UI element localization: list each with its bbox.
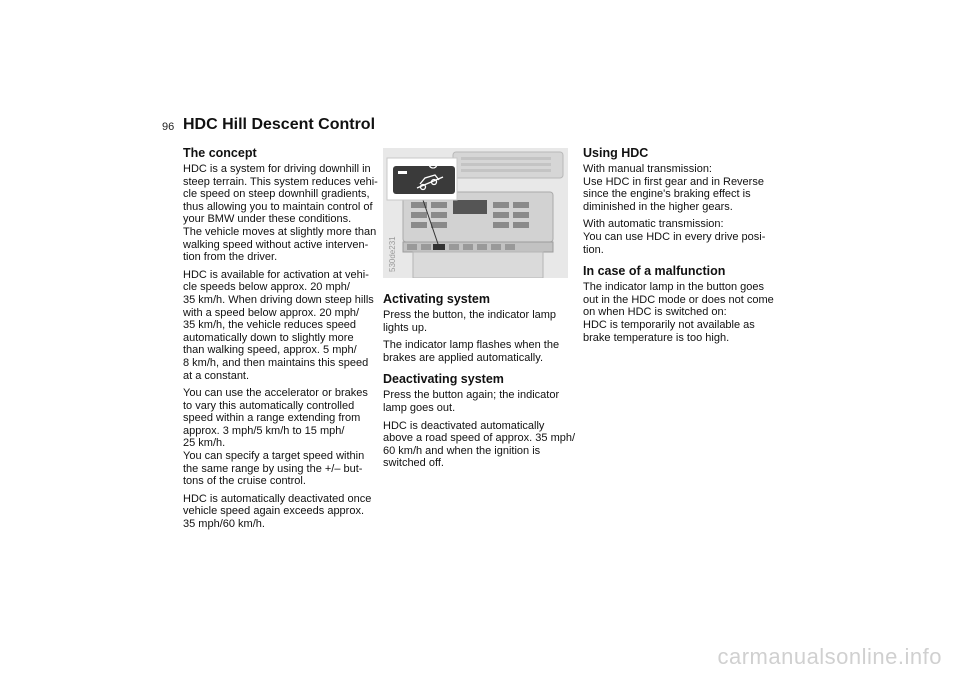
figure-code: 530de231 — [388, 236, 397, 272]
text-line: You can use HDC in every drive posi- — [583, 230, 766, 243]
text-line: tion from the driver. — [183, 251, 278, 264]
activating-heading: Activating system — [383, 292, 490, 306]
using-hdc-paragraph-1 — [583, 163, 778, 213]
text-line: tion. — [583, 243, 604, 256]
text-line: with a speed below approx. 20 mph/ — [183, 306, 360, 319]
text-line: speed within a range extending from — [183, 412, 361, 425]
text-line: lamp goes out. — [383, 401, 456, 414]
text-line: 35 km/h, the vehicle reduces speed — [183, 319, 357, 332]
text-line: cle speeds below approx. 20 mph/ — [183, 281, 350, 294]
text-line: With automatic transmission: — [583, 218, 724, 231]
text-line: out in the HDC mode or does not come — [583, 293, 774, 306]
hdc-button-illustration — [383, 148, 568, 278]
text-line: brake temperature is too high. — [583, 331, 730, 344]
text-line: at a constant. — [183, 369, 250, 382]
text-line: lights up. — [383, 321, 428, 334]
text-line: vehicle speed again exceeds approx. — [183, 505, 365, 518]
text-line: 35 mph/60 km/h. — [183, 518, 265, 531]
concept-column — [183, 146, 378, 536]
text-line: approx. 3 mph/5 km/h to 15 mph/ — [183, 424, 345, 437]
text-line: above a road speed of approx. 35 mph/ — [383, 432, 576, 445]
text-line: thus allowing you to maintain control of — [183, 200, 373, 213]
text-line: walking speed without active interven- — [183, 238, 369, 251]
text-line: With manual transmission: — [583, 163, 712, 175]
text-line: since the engine's braking effect is — [583, 188, 751, 201]
activating-paragraph-2 — [383, 339, 578, 364]
text-line: cle speed on steep downhill gradients, — [183, 188, 370, 201]
deactivating-paragraph-1 — [383, 389, 578, 414]
concept-paragraph-1 — [183, 163, 378, 264]
concept-paragraph-3 — [183, 387, 378, 488]
text-line: The indicator lamp in the button goes — [583, 281, 765, 294]
dashboard-console-drawing — [383, 148, 568, 278]
concept-heading: The concept — [183, 146, 257, 160]
text-line: 8 km/h, and then maintains this speed — [183, 356, 369, 369]
page-title: HDC Hill Descent Control — [183, 116, 376, 133]
text-line: your BMW under these conditions. — [183, 213, 352, 226]
text-line: brakes are applied automatically. — [383, 351, 543, 364]
watermark: carmanualsonline.info — [717, 644, 942, 669]
text-line: the same range by using the +/– but- — [183, 462, 363, 475]
text-line: on when HDC is switched on: — [583, 306, 727, 319]
text-line: Press the button, the indicator lamp — [383, 309, 557, 321]
text-line: The vehicle moves at slightly more than — [183, 225, 377, 238]
malfunction-paragraph — [583, 281, 778, 344]
text-line: HDC is deactivated automatically — [383, 419, 545, 432]
using-hdc-paragraph-2 — [583, 218, 778, 256]
text-line: You can specify a target speed within — [183, 450, 365, 463]
text-line: HDC is a system for driving downhill in — [183, 163, 371, 175]
text-line: HDC is automatically deactivated once — [183, 492, 372, 505]
text-line: switched off. — [383, 457, 444, 470]
text-line: 35 km/h. When driving down steep hills — [183, 293, 374, 306]
text-line: 25 km/h. — [183, 437, 226, 450]
text-line: steep terrain. This system reduces vehi- — [183, 175, 378, 188]
malfunction-heading: In case of a malfunction — [583, 264, 726, 279]
text-line: diminished in the higher gears. — [583, 200, 733, 213]
text-line: than walking speed, approx. 5 mph/ — [183, 344, 357, 357]
text-line: Press the button again; the indicator — [383, 389, 560, 402]
text-line: The indicator lamp flashes when the — [383, 339, 560, 352]
text-line: tons of the cruise control. — [183, 475, 306, 488]
using-hdc-heading: Using HDC — [583, 146, 649, 160]
text-line: HDC is available for activation at vehi- — [183, 268, 369, 281]
page-number: 96 — [162, 121, 175, 133]
activating-paragraph-1 — [383, 309, 578, 334]
deactivating-heading: Deactivating system — [383, 372, 504, 387]
text-line: automatically down to slightly more — [183, 331, 354, 344]
text-line: 60 km/h and when the ignition is — [383, 444, 541, 457]
text-line: to vary this automatically controlled — [183, 399, 355, 412]
text-line: Use HDC in first gear and in Reverse — [583, 175, 764, 188]
usage-column — [583, 146, 778, 349]
concept-paragraph-4 — [183, 493, 378, 531]
activation-column — [383, 292, 578, 475]
text-line: HDC is temporarily not available as — [583, 318, 755, 331]
text-line: You can use the accelerator or brakes — [183, 387, 368, 400]
deactivating-paragraph-2 — [383, 420, 578, 470]
concept-paragraph-2 — [183, 269, 378, 382]
